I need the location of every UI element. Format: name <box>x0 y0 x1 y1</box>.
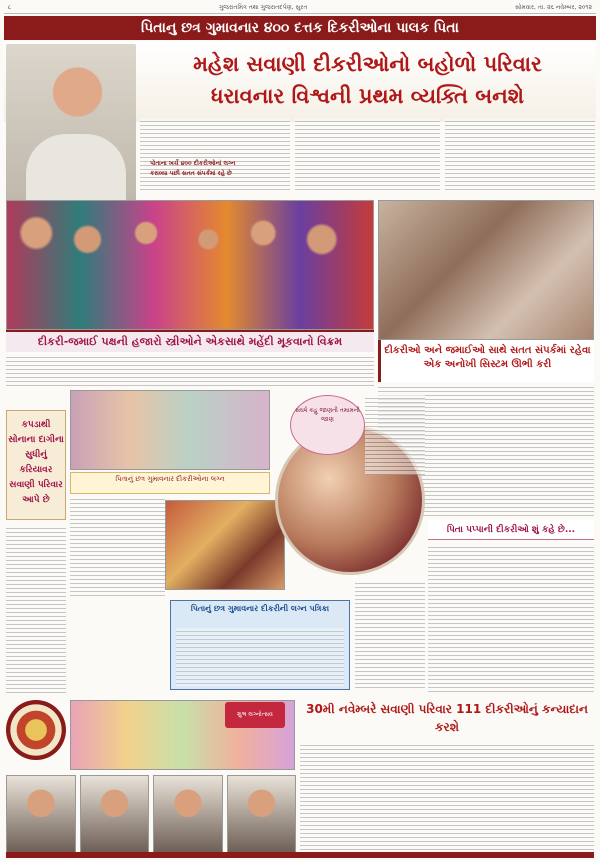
wedding-collage-photo <box>70 390 270 470</box>
family-portrait-row <box>6 775 296 855</box>
mehndi-photo <box>378 200 594 340</box>
decorative-mandala-icon <box>6 700 66 760</box>
daughters-speak-text <box>428 544 594 694</box>
father-blessing-photo <box>165 500 285 590</box>
family-portrait <box>80 775 150 855</box>
mid-text-column <box>70 496 165 596</box>
edition-name: ગુજરાતમિત્ર તથા ગુજરાતદર્પણ, સુરત <box>218 3 308 11</box>
left-text-column <box>6 525 66 695</box>
lead-portrait-photo <box>6 44 136 204</box>
footer-rule <box>6 852 594 858</box>
invitation-box-title: પિતાનું છત્ર ગુમાવનાર દીકરીની લગ્ન પત્રિકા <box>190 604 330 613</box>
top-banner: પિતાનુ છત્ર ગુમાવનાર ૪૦૦ દત્તક દિકરીઓના પાલક પિતા <box>4 16 596 40</box>
mid-bottom-text <box>355 580 425 690</box>
mass-wedding-text <box>300 742 594 850</box>
lead-callout-b: કરાવ્યા પછી સતત સંપર્કમાં રહે છે <box>150 170 232 177</box>
wedding-logo: શુભ લગ્નોત્સવ <box>225 702 285 728</box>
issue-date: સોમવાર, તા. ૨૬ નવેમ્બર, ૨૦૧૨ <box>515 3 592 11</box>
wedding-collage-caption: પિતાનું છત્ર ગુમાવનાર દીકરીઓના લગ્ન <box>70 472 270 494</box>
family-portrait <box>6 775 76 855</box>
lead-callout-a: પોતાના ખર્ચે ૪૦૦ દીકરીઓનાં લગ્ન <box>150 160 236 167</box>
dowry-info-text: કપડાથી સોનાના દાગીના સુધીનું કરિયાવર સવાણી પરિવાર આપે છે <box>8 420 64 505</box>
caption-text-column <box>6 354 374 386</box>
quote-bubble: સંઘર્ષ કહુ જાણતી તમામની જાણ <box>290 395 365 455</box>
lead-text-column <box>295 118 440 193</box>
daughters-speak-heading: પિતા પપ્પાની દીકરીઓ શું કહે છે... <box>428 520 594 540</box>
family-portrait <box>227 775 297 855</box>
page-number: ૮ <box>8 3 12 11</box>
headline-line-1: મહેશ સવાણી દીકરીઓનો બહોળો પરિવાર <box>193 52 542 76</box>
mass-wedding-heading: 30મી નવેમ્બરે સવાણી પરિવાર 111 દીકરીઓનું કન્યાદાન કરશે <box>306 702 588 734</box>
headline-line-2: ધરાવનાર વિશ્વની પ્રથમ વ્યક્તિ બનશે <box>211 84 524 108</box>
bubble-side-text <box>365 395 425 475</box>
invitation-box-text <box>176 628 344 686</box>
lead-text-column <box>445 118 595 193</box>
lead-text-column <box>140 118 290 193</box>
portrait-shirt <box>26 134 126 204</box>
masthead-strip <box>4 2 596 14</box>
group-photo-daughters <box>6 200 374 330</box>
family-portrait <box>153 775 223 855</box>
contact-system-heading: દીકરીઓ અને જમાઈઓ સાથે સતત સંપર્કમાં રહેવા એક અનોખી સિસ્ટમ ઊભી કરી <box>378 340 594 382</box>
group-photo-caption: દીકરી-જમાઈ પક્ષની હજારો સ્ત્રીઓને એકસાથે મહેંદી મૂકવાનો વિક્રમ <box>6 330 374 352</box>
